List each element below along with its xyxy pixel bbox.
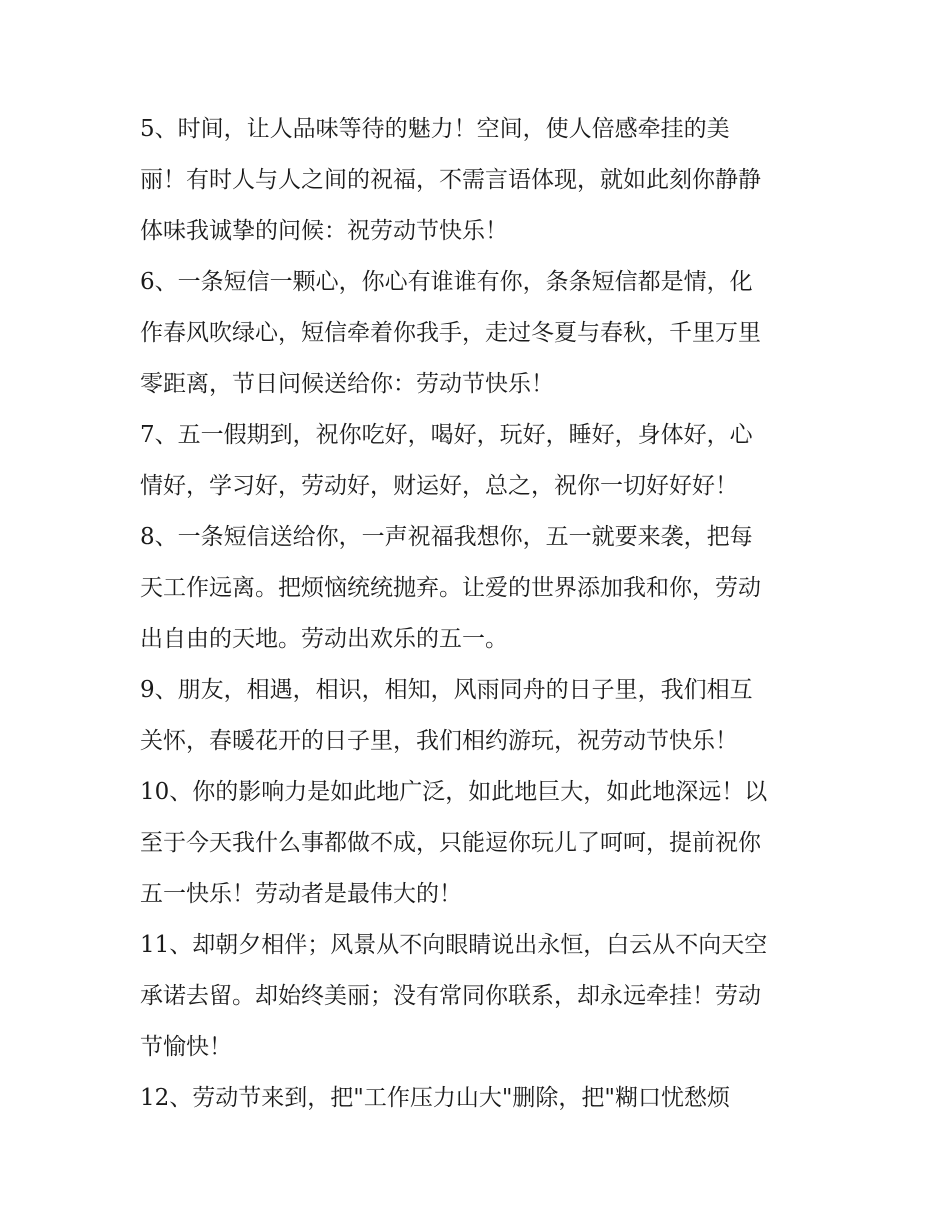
text-line: 出自由的天地。劳动出欢乐的五一。 <box>140 626 508 652</box>
text-line: 作春风吹绿心，短信牵着你我手，走过冬夏与春秋，千里万里 <box>140 320 761 346</box>
text-line: 情好，学习好，劳动好，财运好，总之，祝你一切好好好！ <box>140 473 738 499</box>
text-line: 至于今天我什么事都做不成，只能逗你玩儿了呵呵，提前祝你 <box>140 830 761 856</box>
text-line: 天工作远离。把烦恼统统抛弃。让爱的世界添加我和你，劳动 <box>140 575 761 601</box>
text-line: 7、五一假期到，祝你吃好，喝好，玩好，睡好，身体好，心 <box>140 422 753 448</box>
text-line: 5、时间，让人品味等待的魅力！空间，使人倍感牵挂的美 <box>140 116 730 142</box>
text-line: 11、却朝夕相伴；风景从不向眼睛说出永恒，白云从不向天空 <box>140 932 768 958</box>
text-line: 6、一条短信一颗心，你心有谁谁有你，条条短信都是情，化 <box>140 269 753 295</box>
text-line: 承诺去留。却始终美丽；没有常同你联系，却永远牵挂！劳动 <box>140 983 761 1009</box>
text-line: 丽！有时人与人之间的祝福，不需言语体现，就如此刻你静静 <box>140 167 761 193</box>
text-line: 12、劳动节来到，把"工作压力山大"删除，把"糊口忧愁烦 <box>140 1085 731 1111</box>
text-line: 体味我诚挚的问候：祝劳动节快乐！ <box>140 218 508 244</box>
text-line: 关怀，春暖花开的日子里，我们相约游玩，祝劳动节快乐！ <box>140 728 738 754</box>
document-body <box>140 104 820 1124</box>
text-line: 10、你的影响力是如此地广泛，如此地巨大，如此地深远！以 <box>140 779 768 805</box>
text-line: 8、一条短信送给你，一声祝福我想你，五一就要来袭，把每 <box>140 524 753 550</box>
text-line: 五一快乐！劳动者是最伟大的！ <box>140 881 462 907</box>
text-line: 9、朋友，相遇，相识，相知，风雨同舟的日子里，我们相互 <box>140 677 753 703</box>
text-line: 节愉快！ <box>140 1034 232 1060</box>
text-line: 零距离，节日问候送给你：劳动节快乐！ <box>140 371 554 397</box>
